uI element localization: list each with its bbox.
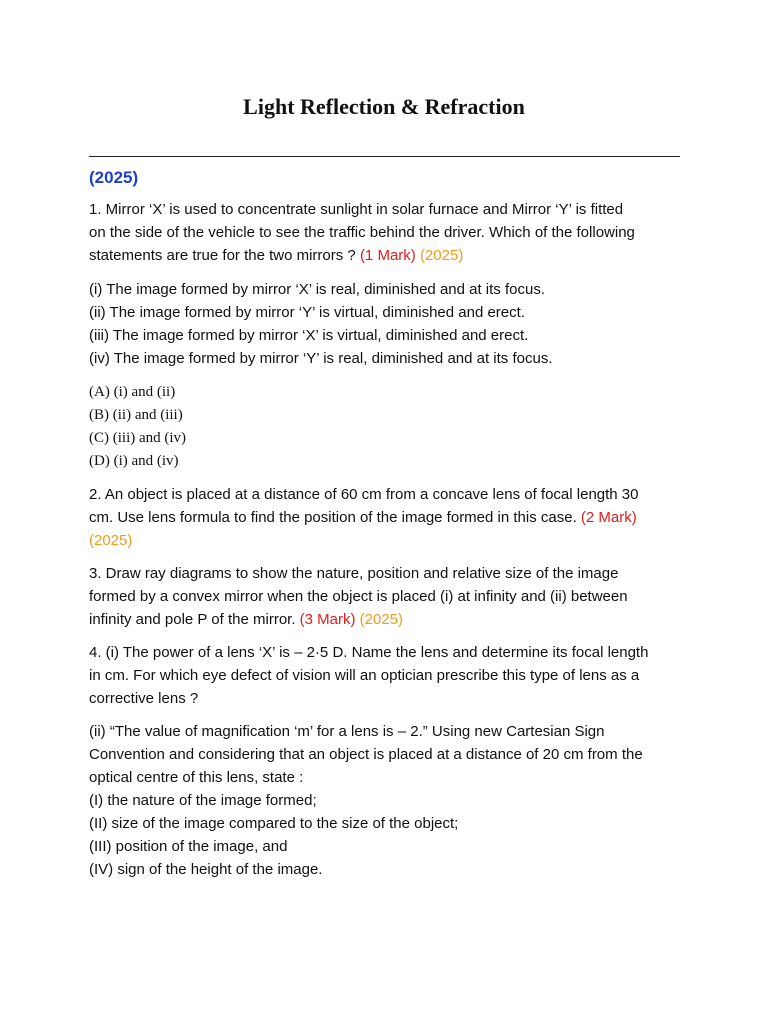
question-1-text: [89, 198, 689, 267]
question-4-line: corrective lens ?: [89, 690, 199, 707]
question-3-year: (2025): [355, 611, 404, 628]
question-4-line: in cm. For which eye defect of vision will an optician prescribe this type of lens as a: [89, 667, 640, 684]
question-1-year: (2025): [415, 247, 464, 264]
question-2-year: (2025): [89, 532, 133, 549]
question-4-subitem: (I) the nature of the image formed;: [89, 792, 317, 809]
question-4-line: Convention and considering that an object is placed at a distance of 20 cm from the: [89, 746, 643, 763]
question-1-line: [89, 244, 689, 267]
statement-item: (i) The image formed by mirror ‘X’ is real, diminished and at its focus.: [89, 281, 545, 298]
question-4-line: 4. (i) The power of a lens ‘X’ is – 2·5 D. Name the lens and determine its focal length: [89, 644, 649, 661]
question-1-line-text: statements are true for the two mirrors ?: [89, 247, 360, 264]
question-4-part-2: [89, 720, 689, 881]
question-2-line: 2. An object is placed at a distance of 60 cm from a concave lens of focal length 30: [89, 486, 639, 503]
question-3-line: 3. Draw ray diagrams to show the nature, position and relative size of the image: [89, 565, 619, 582]
question-1-mark: (1 Mark): [359, 247, 416, 264]
question-1-line: 1. Mirror ‘X’ is used to concentrate sunlight in solar furnace and Mirror ‘Y’ is fitted: [89, 201, 624, 218]
question-4-subitem: (III) position of the image, and: [89, 838, 288, 855]
question-3-line-text: infinity and pole P of the mirror.: [89, 611, 300, 628]
question-1-statements: [89, 278, 689, 370]
question-3: [89, 562, 689, 631]
question-4-subitem: (IV) sign of the height of the image.: [89, 861, 323, 878]
statement-item: (iii) The image formed by mirror ‘X’ is virtual, diminished and erect.: [89, 327, 529, 344]
question-2-line: [89, 506, 689, 529]
statement-item: (ii) The image formed by mirror ‘Y’ is virtual, diminished and erect.: [89, 304, 525, 321]
page-title: Light Reflection & Refraction: [243, 94, 525, 119]
title-divider: [89, 156, 680, 157]
question-3-mark: (3 Mark): [299, 611, 356, 628]
option-item: (D) (i) and (iv): [89, 453, 179, 469]
year-heading: (2025): [89, 168, 139, 187]
option-item: (C) (iii) and (iv): [89, 430, 187, 446]
option-item: (B) (ii) and (iii): [89, 407, 183, 423]
document-body: [89, 167, 689, 881]
question-4-subitem: (II) size of the image compared to the size of the object;: [89, 815, 459, 832]
option-item: (A) (i) and (ii): [89, 384, 176, 400]
question-4-part-1: [89, 641, 689, 710]
question-3-line: formed by a convex mirror when the object is placed (i) at infinity and (ii) between: [89, 588, 628, 605]
statement-item: (iv) The image formed by mirror ‘Y’ is real, diminished and at its focus.: [89, 350, 553, 367]
question-2: [89, 483, 689, 552]
question-4-line: optical centre of this lens, state :: [89, 769, 304, 786]
question-3-line: [89, 608, 689, 631]
question-1: [89, 198, 689, 473]
question-4-line: (ii) “The value of magnification ‘m’ for a lens is – 2.” Using new Cartesian Sign: [89, 723, 605, 740]
question-1-line: on the side of the vehicle to see the traffic behind the driver. Which of the following: [89, 224, 635, 241]
question-2-mark: (2 Mark): [580, 509, 637, 526]
question-1-options: [89, 381, 689, 473]
question-2-line-text: cm. Use lens formula to find the position of the image formed in this case.: [89, 509, 581, 526]
